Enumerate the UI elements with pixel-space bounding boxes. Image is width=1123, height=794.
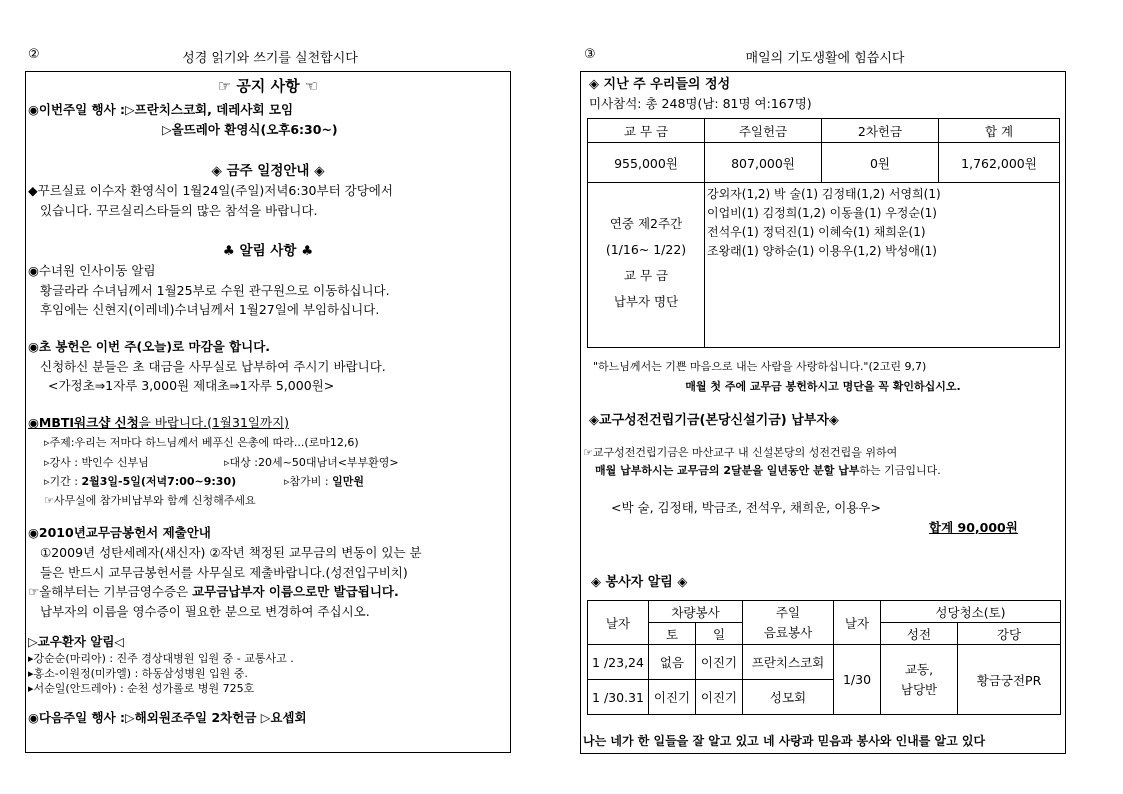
fund-description (595, 463, 941, 479)
svc-cell: 남당반 (900, 681, 938, 697)
fund-emphasis: 매월 납부하시는 교무금의 2달분을 일년동안 분할 납부 (595, 464, 860, 477)
tax-notice-text: ☞올해부터는 기부금영수증은 (28, 584, 193, 599)
offering-value: 0원 (822, 143, 939, 183)
mbti-fee-label: ▹참가비 : (284, 475, 333, 488)
offering-table (587, 118, 1060, 348)
svc-cell: 프란치스코회 (743, 645, 834, 680)
mbti-title: ◉MBTI워크샵 신청 (28, 415, 139, 430)
svc-sanct-cell (881, 645, 958, 715)
mbti-period-label: ▹기간 : (44, 475, 82, 488)
svc-header: 날자 (834, 601, 881, 645)
donor-label-cell (588, 183, 705, 348)
sick-item: ▸강순순(마리아) : 진주 경상대병원 입원 중 - 교통사고 . (28, 652, 294, 665)
sick-item: ▸홍소-이원정(미카엘) : 하동삼성병원 입원 중. (28, 667, 248, 680)
sick-item: ▸서순일(안드레아) : 순천 성가롤로 병원 725호 (28, 682, 255, 695)
mbti-fee (284, 474, 364, 490)
tax-notice-title: ◉2010년교무금봉헌서 제출안내 (28, 525, 211, 540)
candle-notice: ◉초 봉헌은 이번 주(오늘)로 마감을 합니다. (28, 339, 271, 354)
footer-verse: 나는 네가 한 일들을 잘 알고 있고 네 사랑과 믿음과 봉사와 인내를 알고 있다 (583, 734, 986, 748)
donor-label: 연중 제2주간 (609, 216, 683, 231)
mbti-period (44, 474, 236, 490)
svc-header: 차량봉사 (649, 601, 743, 623)
schedule-line: ◆꾸르실료 이수자 환영식이 1월24일(주일)저녁6:30부터 강당에서 (28, 183, 393, 198)
offering-header: 2차헌금 (822, 119, 939, 143)
svc-header: 주일 (775, 604, 801, 620)
page-number-left: ② (28, 47, 40, 62)
left-panel (25, 71, 511, 753)
svc-cell: 이진기 (696, 645, 743, 680)
offering-header: 합 계 (939, 119, 1060, 143)
svc-header: 음료봉사 (763, 624, 813, 640)
svc-cell: 황금궁전PR (958, 645, 1061, 715)
news-title: ♣ 알림 사항 ♣ (222, 243, 314, 259)
mbti-period-value: 2월3일-5일(저녁7:00~9:30) (81, 475, 237, 488)
offering-value: 1,762,000원 (939, 143, 1060, 183)
nun-notice: ◉수녀원 인사이동 알림 (28, 263, 156, 278)
mbti-deadline: 을 바랍니다.(1월31일까지) (138, 415, 290, 430)
donor-label: 교 무 금 (623, 268, 669, 283)
mbti-fee-value: 일만원 (332, 475, 364, 488)
svc-header: 일 (696, 623, 743, 645)
svc-header: 토 (649, 623, 696, 645)
svc-cell: 이진기 (696, 680, 743, 715)
svc-header: 성당청소(토) (881, 601, 1061, 623)
tax-notice-emphasis: 교무금납부자 이름으로만 발급됩니다. (192, 584, 399, 599)
donor-label: (1/16~ 1/22) (605, 242, 687, 257)
fund-text: 하는 기금입니다. (859, 464, 941, 477)
service-table (587, 600, 1061, 715)
offering-header: 교 무 금 (588, 119, 705, 143)
svc-header: 강당 (958, 623, 1061, 645)
tax-notice (28, 584, 399, 600)
svc-cell: 1/30 (834, 645, 881, 715)
scripture-quote: "하느님께서는 기쁜 마음으로 내는 사람을 사랑하십니다."(2고린 9,7) (593, 360, 927, 373)
svc-header: 날자 (588, 601, 649, 645)
service-title: ◈ 봉사자 알림 ◈ (591, 575, 688, 590)
scripture-sub: 매월 첫 주에 교무금 봉헌하시고 명단을 꼭 확인하십시오. (685, 380, 961, 393)
mbti-apply: ☞사무실에 참가비납부와 함께 신청해주세요 (44, 494, 256, 507)
tax-notice: ①2009년 성탄세례자(새신자) ②작년 책정된 교무금의 변동이 있는 분 (40, 545, 422, 560)
right-panel (580, 71, 1066, 754)
mbti-notice (28, 415, 289, 431)
offering-value: 807,000원 (705, 143, 822, 183)
page-number-right: ③ (584, 47, 596, 62)
svc-cell: 이진기 (649, 680, 696, 715)
tax-notice: 들은 반드시 교무금봉헌서를 사무실로 제출바랍니다.(성전입구비치) (40, 565, 408, 580)
svc-cell: 교동, (904, 661, 934, 677)
nun-notice: 황글라라 수녀님께서 1월25부로 수원 관구원으로 이동하십니다. (40, 283, 390, 298)
candle-notice: 신청하신 분들은 초 대금을 사무실로 납부하여 주시기 바랍니다. (40, 359, 386, 374)
next-week-events: ◉다음주일 행사 :▷해외원조주일 2차헌금 ▷요셉회 (28, 710, 307, 725)
mbti-speaker: ▹강사 : 박인수 신부님 (44, 456, 149, 469)
notice-title: ☞ 공지 사항 ☜ (217, 77, 319, 95)
svc-cell: 없음 (649, 645, 696, 680)
fund-title: ◈교구성전건립기금(본당신설기금) 납부자◈ (589, 413, 839, 428)
nun-notice: 후임에는 신현지(이레네)수녀님께서 1월27일에 부임하십니다. (40, 302, 380, 317)
donor-row: 조왕래(1) 양하순(1) 이용우(1,2) 박성애(1) (707, 244, 937, 258)
donor-row: 강외자(1,2) 박 술(1) 김정태(1,2) 서영희(1) (707, 187, 941, 201)
this-week-events-2: ▷올뜨레아 환영식(오후6:30~) (162, 122, 338, 137)
page-title-left: 성경 읽기와 쓰기를 실천합시다 (182, 51, 358, 66)
offering-header: 주일헌금 (705, 119, 822, 143)
donor-row: 전석우(1) 정덕진(1) 이혜숙(1) 채희운(1) (707, 225, 926, 239)
svc-cell: 1 /23,24 (588, 645, 649, 680)
fund-description: ☞교구성전건립기금은 마산교구 내 신설본당의 성전건립을 위하여 (583, 446, 898, 459)
tax-notice: 납부자의 이름을 영수증이 필요한 분으로 변경하여 주십시오. (40, 604, 370, 619)
offering-title: ◈ 지난 주 우리들의 정성 (589, 77, 731, 92)
schedule-line: 있습니다. 꾸르실리스타들의 많은 참석을 바랍니다. (40, 203, 318, 218)
sick-title: ▷교우환자 알림◁ (28, 634, 125, 649)
offering-value: 955,000원 (588, 143, 705, 183)
donor-label: 납부자 명단 (613, 294, 679, 309)
this-week-events: ◉이번주일 행사 :▷프란치스코회, 데레사회 모임 (28, 102, 294, 117)
svc-header-cell (743, 601, 834, 645)
fund-total: 합계 90,000원 (929, 520, 1018, 535)
schedule-title: ◈ 금주 일정안내 ◈ (211, 163, 325, 179)
svc-cell: 성모회 (743, 680, 834, 715)
svc-cell: 1 /30.31 (588, 680, 649, 715)
candle-notice: <가정초⇒1자루 3,000원 제대초⇒1자루 5,000원> (48, 378, 335, 393)
svc-header: 성전 (881, 623, 958, 645)
fund-names: <박 술, 김정태, 박금조, 전석우, 채희운, 이용우> (611, 500, 881, 515)
mass-count: 미사참석: 총 248명(남: 81명 여:167명) (589, 96, 812, 111)
mbti-topic: ▹주제:우리는 저마다 하느님께서 베푸신 은총에 따라...(로마12,6) (44, 436, 359, 449)
donor-list (705, 183, 1060, 348)
donor-row: 이업비(1) 김정희(1,2) 이동율(1) 우정순(1) (707, 206, 937, 220)
mbti-target: ▹대상 :20세~50대남녀<부부환영> (224, 456, 399, 469)
page-title-right: 매일의 기도생활에 힘씁시다 (745, 51, 905, 66)
